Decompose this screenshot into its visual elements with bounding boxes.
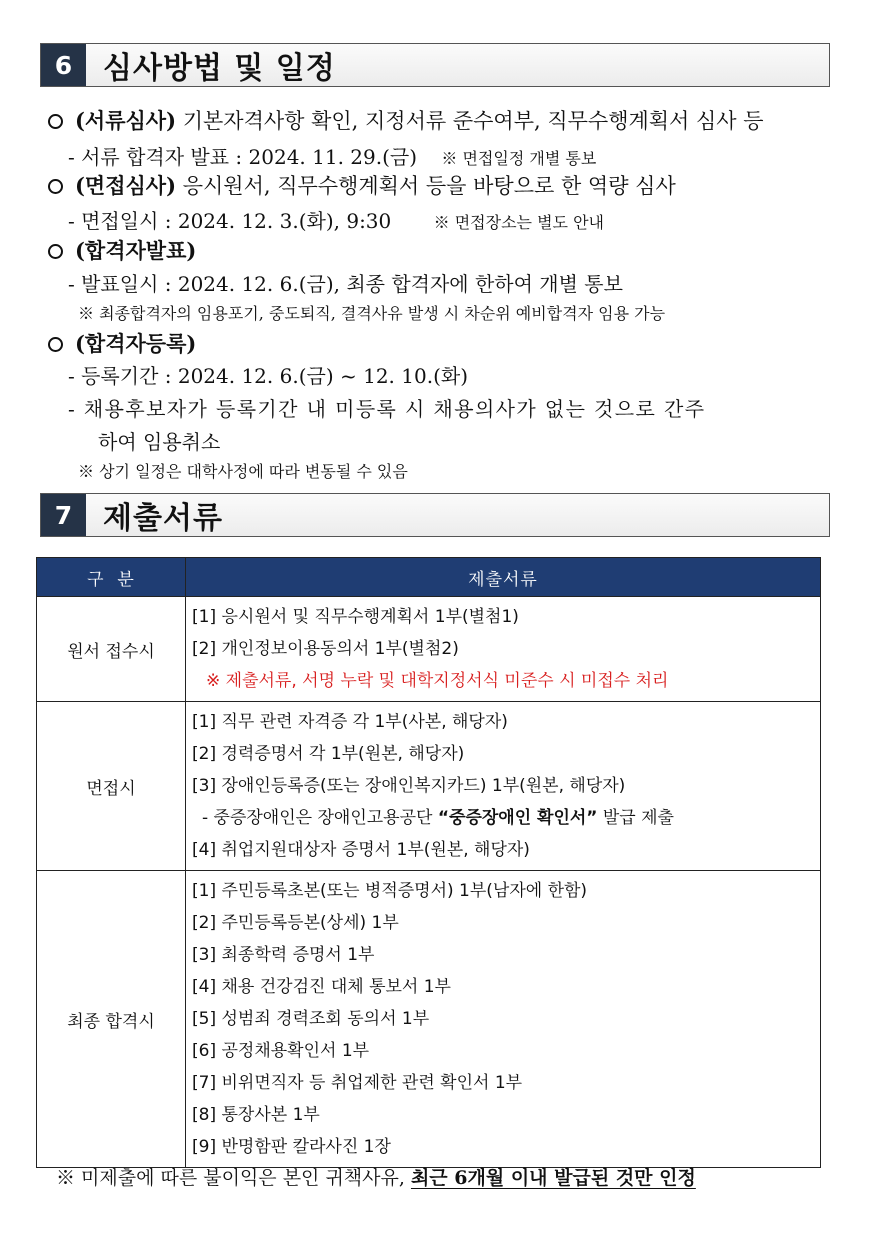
registration-rule-line-cont: 하여 임용취소: [98, 430, 221, 454]
list-item: [1] 응시원서 및 직무수행계획서 1부(별첨1): [192, 607, 519, 627]
schedule-change-note: ※ 상기 일정은 대학사정에 따라 변동될 수 있음: [78, 462, 408, 481]
table-row: [37, 871, 821, 1168]
table-row: [37, 702, 821, 871]
header-documents: 제출서류: [186, 558, 821, 597]
circle-bullet-icon: [48, 244, 63, 259]
section-title: 제출서류: [103, 501, 223, 536]
list-subitem: - 중증장애인은 장애인고용공단 “중증장애인 확인서” 발급 제출: [202, 808, 674, 828]
section-number: 7: [41, 494, 86, 536]
list-item: [9] 반명함판 칼라사진 1장: [192, 1137, 391, 1157]
section-7-header: [40, 493, 830, 537]
list-item: [2] 경력증명서 각 1부(원본, 해당자): [192, 744, 465, 764]
list-item: [3] 최종학력 증명서 1부: [192, 945, 375, 965]
row-category: 최종 합격시: [37, 871, 186, 1168]
section-title: 심사방법 및 일정: [103, 51, 336, 86]
list-item: [6] 공정채용확인서 1부: [192, 1041, 370, 1061]
required-documents-table: [36, 557, 821, 1168]
list-item: [4] 취업지원대상자 증명서 1부(원본, 해당자): [192, 840, 530, 860]
registration-rule-line: - 채용후보자가 등록기간 내 미등록 시 채용의사가 없는 것으로 간주: [68, 397, 706, 421]
footer-emphasis: 최근 6개월 이내 발급된 것만 인정: [410, 1167, 696, 1189]
bullet-document-review: (서류심사) 기본자격사항 확인, 지정서류 준수여부, 직무수행계획서 심사 등: [48, 105, 764, 135]
list-item: [5] 성범죄 경력조회 동의서 1부: [192, 1009, 430, 1029]
table-header-row: [37, 558, 821, 597]
list-item: [2] 개인정보이용동의서 1부(별첨2): [192, 639, 459, 659]
header-category: 구 분: [37, 558, 186, 597]
footer-note: ※ 미제출에 따른 불이익은 본인 귀책사유, 최근 6개월 이내 발급된 것만 인정: [56, 1167, 696, 1189]
section-6-header: [40, 43, 830, 87]
announcement-note: ※ 최종합격자의 임용포기, 중도퇴직, 결격사유 발생 시 차순위 예비합격자 임용 가능: [78, 304, 666, 323]
circle-bullet-icon: [48, 337, 63, 352]
list-item: [3] 장애인등록증(또는 장애인복지카드) 1부(원본, 해당자): [192, 776, 626, 796]
list-item: [4] 채용 건강검진 대체 통보서 1부: [192, 977, 451, 997]
list-item: [8] 통장사본 1부: [192, 1105, 320, 1125]
row-category: 원서 접수시: [37, 597, 186, 702]
announcement-date-line: - 발표일시 : 2024. 12. 6.(금), 최종 합격자에 한하여 개별 통보: [68, 272, 623, 296]
list-item: [1] 직무 관련 자격증 각 1부(사본, 해당자): [192, 712, 508, 732]
circle-bullet-icon: [48, 179, 63, 194]
list-item: [7] 비위면직자 등 취업제한 관련 확인서 1부: [192, 1073, 523, 1093]
circle-bullet-icon: [48, 114, 63, 129]
row-category: 면접시: [37, 702, 186, 871]
list-item: [2] 주민등록등본(상세) 1부: [192, 913, 399, 933]
bullet-registration: (합격자등록): [48, 328, 196, 358]
bullet-interview-review: (면접심사) 응시원서, 직무수행계획서 등을 바탕으로 한 역량 심사: [48, 170, 676, 200]
row-items: [186, 702, 821, 871]
warning-note: ※ 제출서류, 서명 누락 및 대학지정서식 미준수 시 미접수 처리: [206, 671, 669, 691]
row-items: [186, 597, 821, 702]
bullet-result-announcement: (합격자발표): [48, 235, 196, 265]
table-row: [37, 597, 821, 702]
document-result-line: - 서류 합격자 발표 : 2024. 11. 29.(금) ※ 면접일정 개별 통보: [68, 145, 597, 169]
interview-date-line: - 면접일시 : 2024. 12. 3.(화), 9:30 ※ 면접장소는 별도 안내: [68, 209, 604, 233]
section-number: 6: [41, 44, 86, 86]
row-items: [186, 871, 821, 1168]
registration-period-line: - 등록기간 : 2024. 12. 6.(금) ~ 12. 10.(화): [68, 364, 469, 388]
list-item: [1] 주민등록초본(또는 병적증명서) 1부(남자에 한함): [192, 881, 588, 901]
